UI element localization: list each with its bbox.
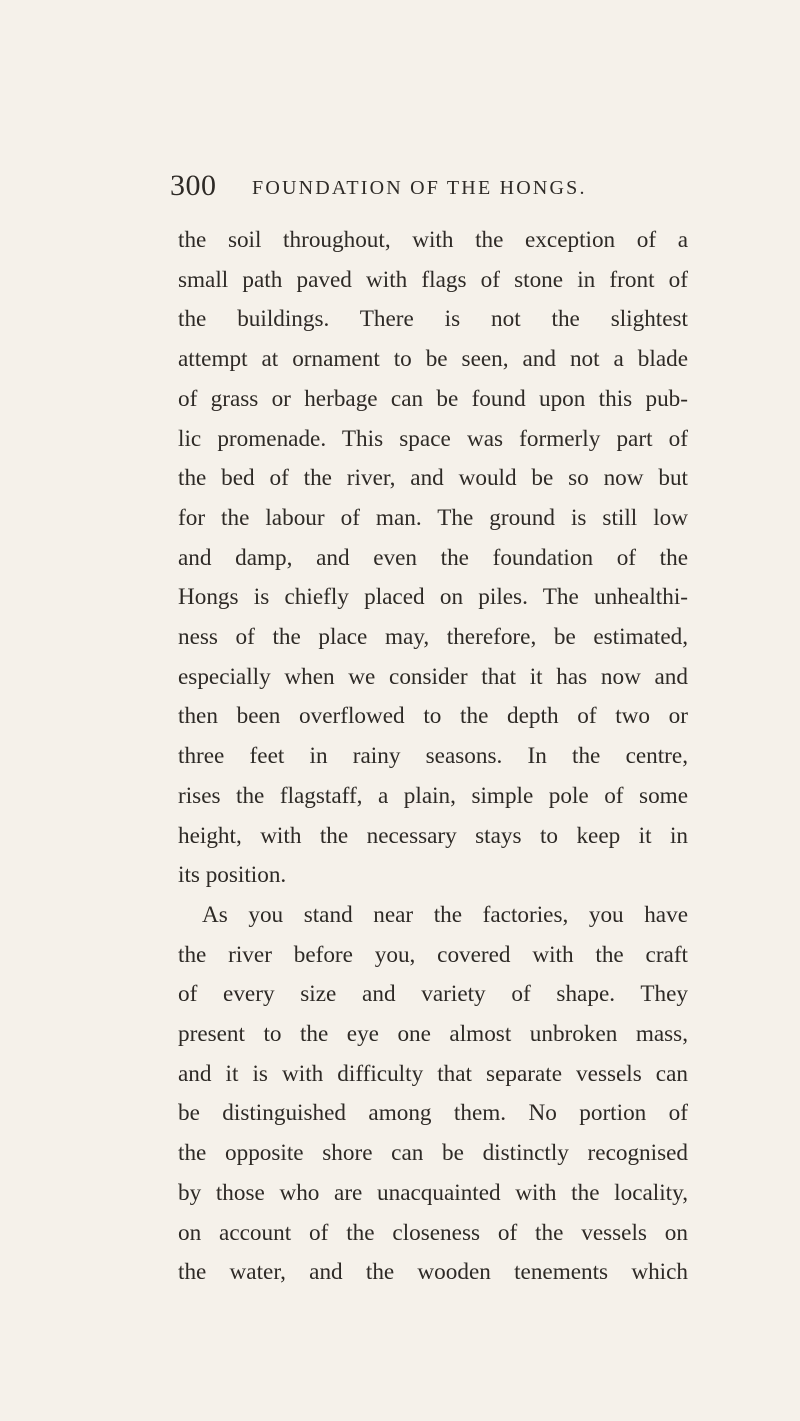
text-line: and damp, and even the foundation of the [178, 544, 688, 571]
text-line: height, with the necessary stays to keep it in [178, 822, 688, 849]
text-line: for the labour of man. The ground is still low [178, 504, 688, 531]
text-line: present to the eye one almost unbroken mass, [178, 1021, 688, 1048]
text-line: the opposite shore can be distinctly recognised [178, 1140, 688, 1167]
text-line: by those who are unacquainted with the locality, [178, 1179, 688, 1206]
text-line: the water, and the wooden tenements which [178, 1259, 688, 1286]
text-line: the soil throughout, with the exception of a [178, 227, 688, 253]
page-number: 300 [170, 169, 217, 202]
text-line: small path paved with flags of stone in front of [178, 266, 688, 293]
page-header [170, 168, 690, 204]
body-text [178, 221, 688, 1293]
text-line: and it is with difficulty that separate vessels can [178, 1060, 688, 1087]
text-line: rises the flagstaff, a plain, simple pole of some [178, 782, 688, 809]
text-line: especially when we consider that it has now and [178, 663, 688, 690]
text-line: three feet in rainy seasons. In the centre, [178, 743, 688, 770]
text-line: attempt at ornament to be seen, and not a blade [178, 346, 688, 373]
text-line: of grass or herbage can be found upon this pub- [178, 385, 688, 412]
text-line: on account of the closeness of the vessels on [178, 1219, 688, 1246]
text-line: of every size and variety of shape. They [178, 981, 688, 1008]
text-line: the buildings. There is not the slightest [178, 306, 688, 333]
running-title: FOUNDATION OF THE HONGS. [252, 177, 587, 199]
text-line: its position. [178, 862, 287, 889]
text-line: the river before you, covered with the craft [178, 941, 688, 968]
text-line: then been overflowed to the depth of two or [178, 703, 688, 730]
text-line: lic promenade. This space was formerly part of [178, 425, 688, 452]
text-line: be distinguished among them. No portion of [178, 1100, 688, 1127]
text-line: ness of the place may, therefore, be estimated, [178, 624, 688, 651]
text-line: As you stand near the factories, you have [202, 901, 688, 928]
text-line: Hongs is chiefly placed on piles. The unhealthi- [178, 584, 688, 611]
text-line: the bed of the river, and would be so now but [178, 465, 688, 492]
